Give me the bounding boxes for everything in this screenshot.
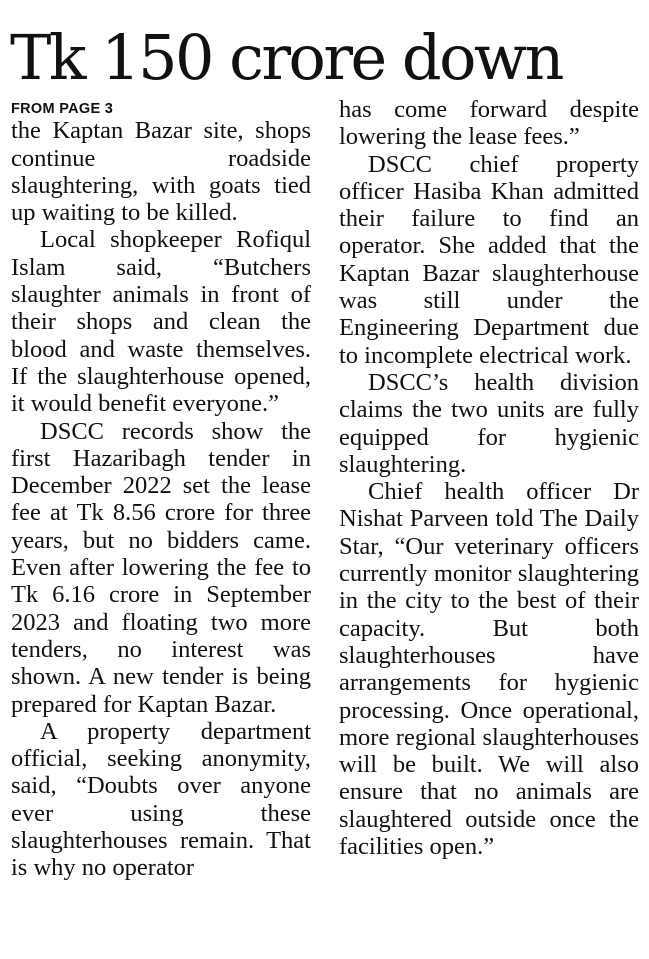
paragraph: DSCC chief property officer Hasiba Khan admitted their failure to find an operator. She added that the Kaptan Bazar slaughterhouse was still under the Engineering Department due to incomplete electrical work.: [339, 150, 639, 369]
paragraph: has come forward despite lowering the lease fees.”: [339, 96, 639, 151]
paragraph: Chief health officer Dr Nishat Parveen told The Daily Star, “Our veterinary officers currently monitor slaughtering in the city to the best of their capacity. But both slaughterhouses have arrangements for hygienic processing. Once operational, more regional slaughterhouses will be built. We will also ensure that no animals are slaughtered outside once the facilities open.”: [339, 478, 639, 861]
paragraph: DSCC records show the first Hazaribagh tender in December 2022 set the lease fee at Tk 8.56 crore for three years, but no bidders came. Even after lowering the fee to Tk 6.16 crore in September 2023 and floating two more tenders, no interest was shown. A new tender is being prepared for Kaptan Bazar.: [11, 417, 311, 718]
paragraph: Local shopkeeper Rofiqul Islam said, “Butchers slaughter animals in front of their shops and clean the blood and waste themselves. If the slaughterhouse opened, it would benefit everyone.”: [11, 226, 311, 418]
paragraph: A property department official, seeking anonymity, said, “Doubts over anyone ever using these slaughterhouses remain. That is why no operator: [11, 717, 311, 882]
continuation-kicker: FROM PAGE 3: [11, 101, 114, 117]
headline: Tk 150 crore down: [10, 21, 562, 94]
article-column-right: [339, 96, 639, 860]
paragraph: DSCC’s health division claims the two units are fully equipped for hygienic slaughtering.: [339, 368, 639, 478]
paragraph: the Kaptan Bazar site, shops continue roadside slaughtering, with goats tied up waiting to be killed.: [11, 117, 311, 227]
article-column-left: [11, 96, 311, 882]
